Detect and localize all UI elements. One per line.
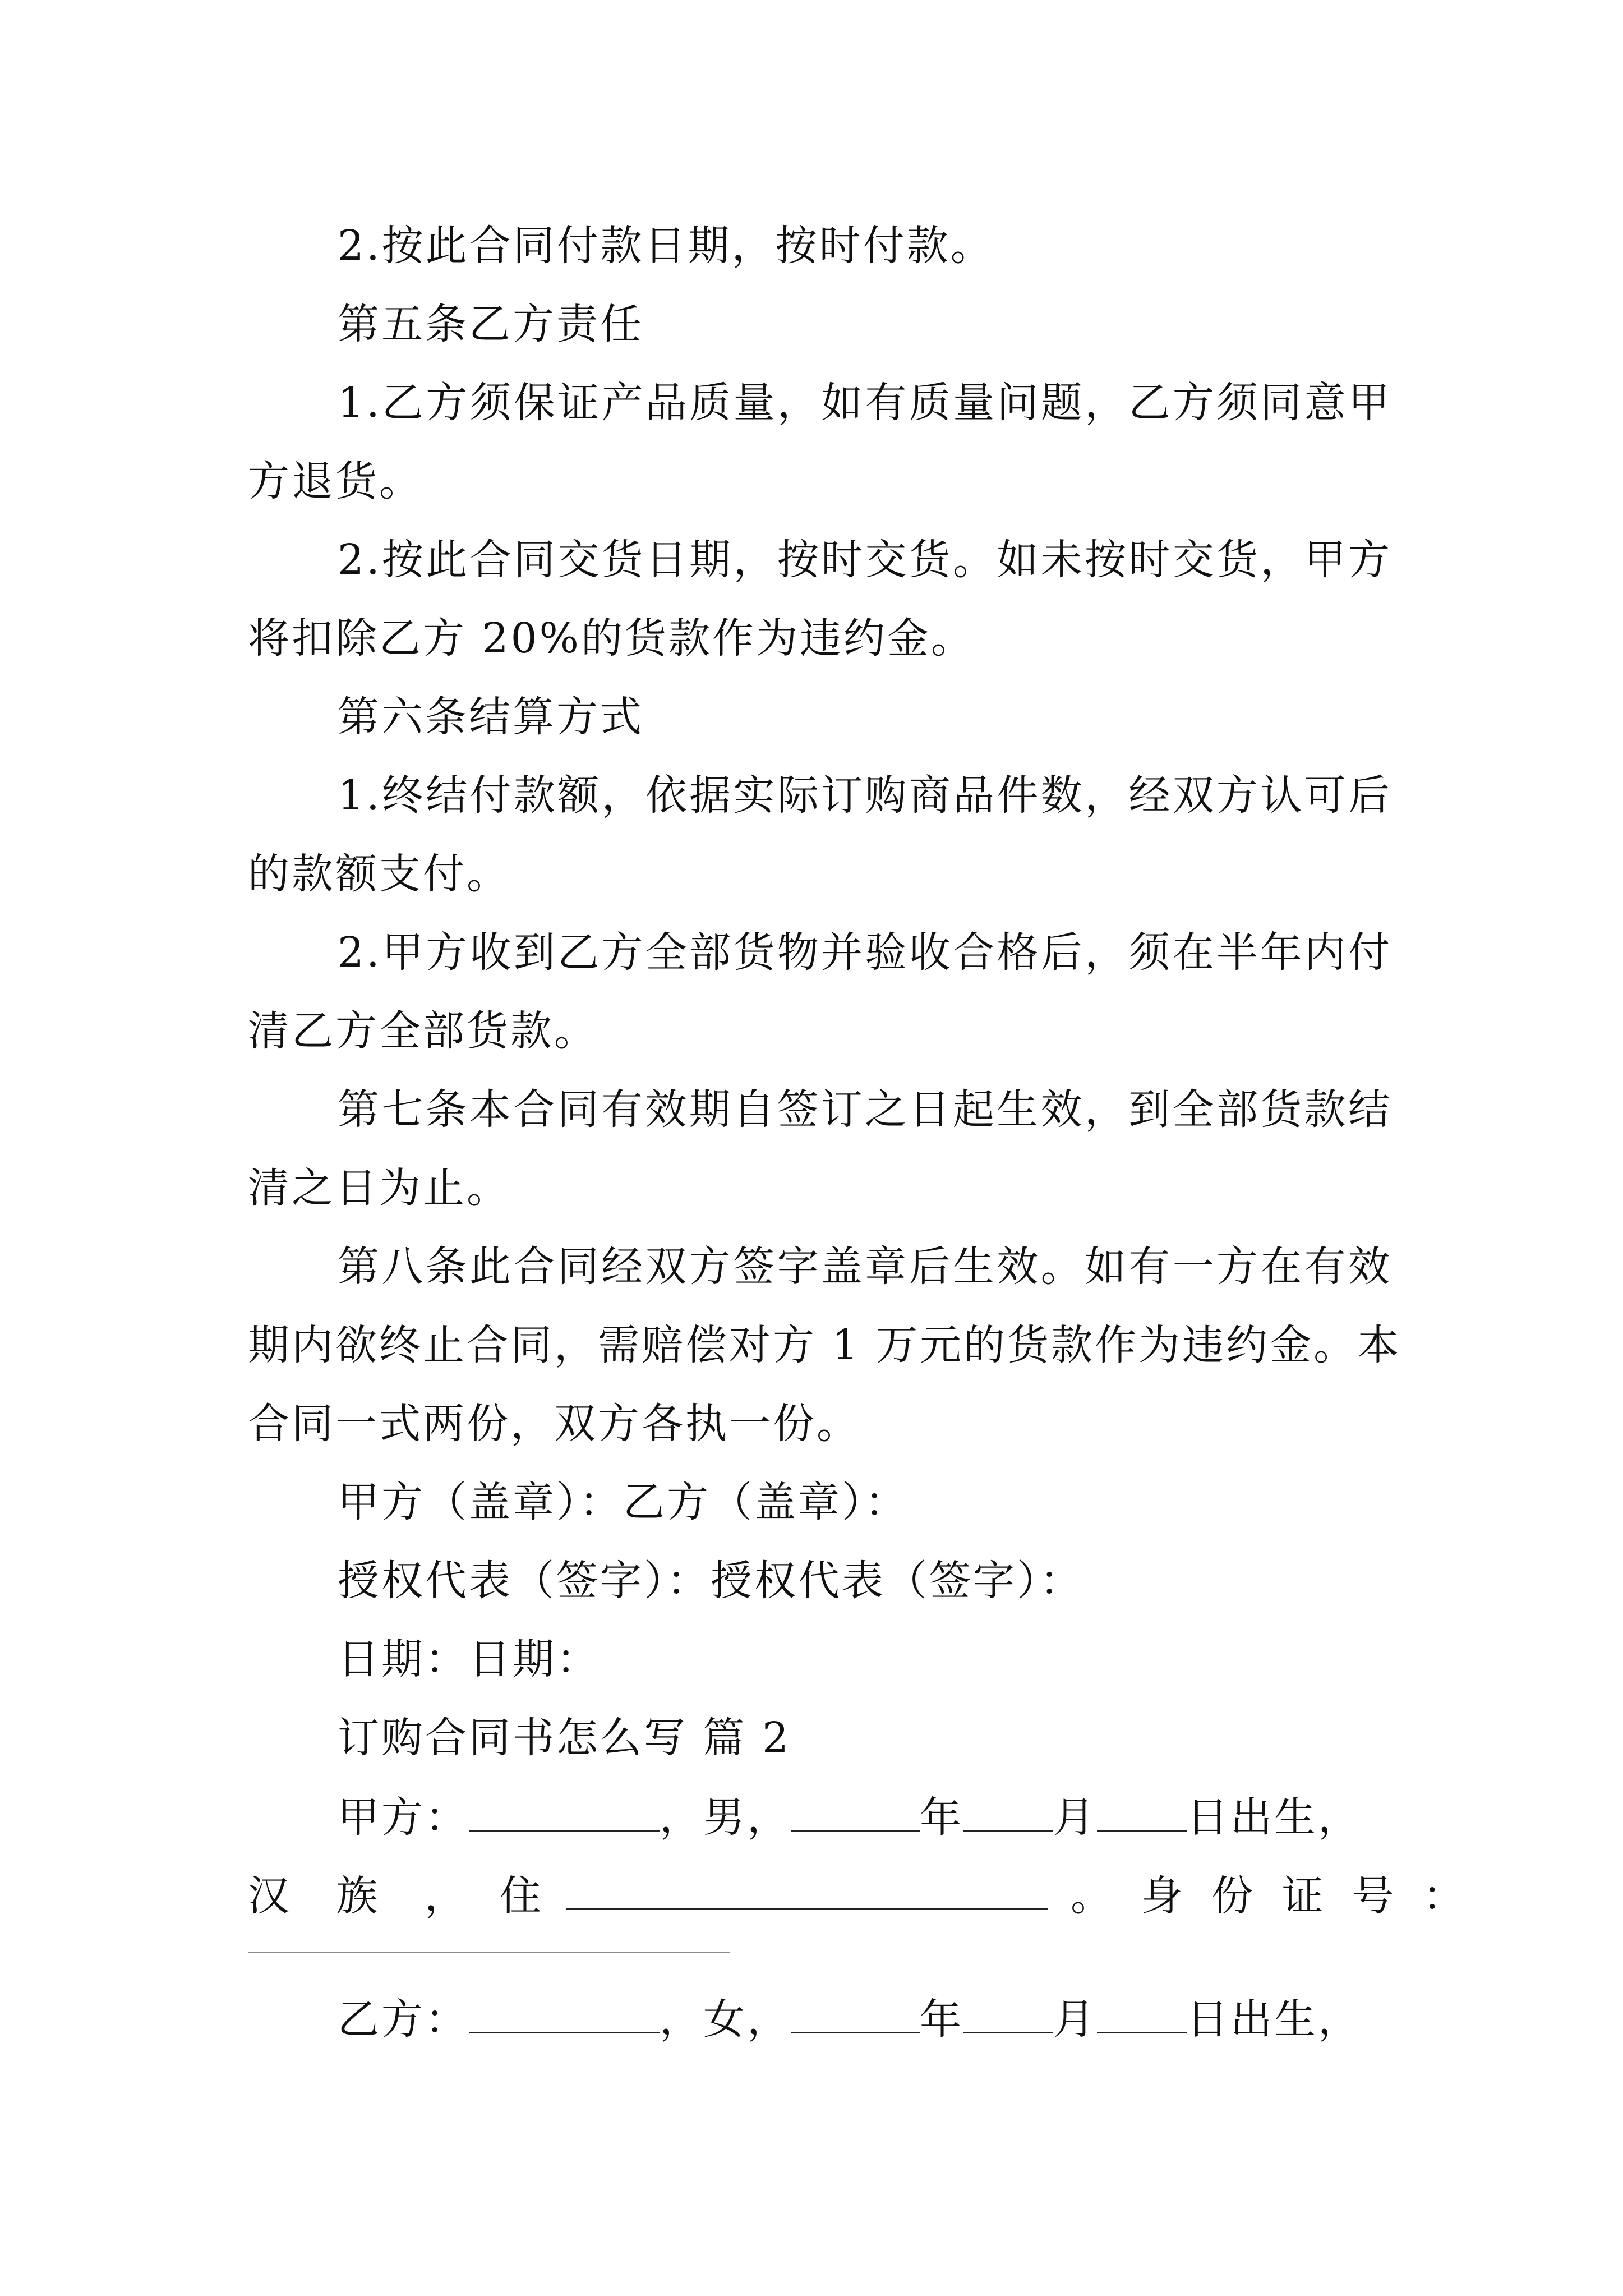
paragraph-line: 1.终结付款额，依据实际订购商品件数，经双方认可后 [338, 771, 1392, 820]
paragraph-line: 第七条本合同有效期自签订之日起生效，到全部货款结 [338, 1085, 1392, 1134]
party-a-gender: ，男， [660, 1793, 791, 1842]
paragraph-line: 合同一式两份，双方各执一份。 [248, 1400, 860, 1448]
party-a-live: 住 [500, 1872, 544, 1920]
paragraph-line: 1.乙方须保证产品质量，如有质量问题，乙方须同意甲 [338, 379, 1392, 427]
paragraph-line: 清之日为止。 [248, 1164, 510, 1212]
paragraph-line: 的款额支付。 [248, 850, 510, 898]
section-heading: 第五条乙方责任 [338, 300, 644, 348]
party-b-gender: ，女， [660, 1995, 791, 2044]
paragraph-line: 2.按此合同付款日期，按时付款。 [338, 222, 994, 270]
party-a-id-blank [248, 1952, 730, 1953]
party-b-name-blank [469, 1990, 660, 2033]
paragraph-line: 清乙方全部货款。 [248, 1007, 598, 1055]
party-a-ethnic: 汉 族 ， [248, 1872, 483, 1920]
party-b-birth: 日出生， [1187, 1995, 1362, 2044]
party-b-day-blank [1097, 1990, 1187, 2033]
party-a-month-blank [963, 1788, 1053, 1832]
party-b-year-blank [791, 1990, 920, 2033]
signature-line: 甲方（盖章）：乙方（盖章）： [338, 1478, 909, 1526]
party-a-address-blank [566, 1867, 1048, 1910]
paragraph-line: 期内欲终止合同，需赔偿对方 1 万元的货款作为违约金。本 [248, 1321, 1401, 1369]
party-a-year-blank [791, 1788, 920, 1832]
paragraph-line: 2.按此合同交货日期，按时交货。如未按时交货，甲方 [338, 536, 1392, 584]
party-b-month-blank [963, 1990, 1053, 2033]
signature-line: 日期：日期： [338, 1635, 600, 1683]
paragraph-line: 第八条此合同经双方签字盖章后生效。如有一方在有效 [338, 1243, 1392, 1291]
party-a-month: 月 [1053, 1793, 1097, 1842]
party-a-line [338, 1788, 1392, 1844]
section-heading: 第六条结算方式 [338, 693, 644, 741]
paragraph-line: 方退货。 [248, 457, 423, 505]
party-b-month: 月 [1053, 1995, 1097, 2044]
party-a-day-blank [1097, 1788, 1187, 1832]
signature-line: 授权代表（签字）：授权代表（签字）： [338, 1557, 1083, 1605]
party-b-label: 乙方： [338, 1995, 469, 2044]
party-a-address-line [248, 1867, 1472, 1923]
section-heading: 订购合同书怎么写 篇 2 [338, 1714, 791, 1762]
party-b-year: 年 [920, 1995, 963, 2044]
party-a-birth: 日出生， [1187, 1793, 1362, 1842]
paragraph-line: 2.甲方收到乙方全部货物并验收合格后，须在半年内付 [338, 928, 1392, 977]
party-a-year: 年 [920, 1793, 963, 1842]
party-a-id-label: 。 身 份 证 号 ： [1071, 1872, 1472, 1920]
party-b-line [338, 1990, 1392, 2046]
paragraph-line: 将扣除乙方 20%的货款作为违约金。 [248, 614, 975, 662]
party-a-label: 甲方： [338, 1793, 469, 1842]
party-a-name-blank [469, 1788, 660, 1832]
